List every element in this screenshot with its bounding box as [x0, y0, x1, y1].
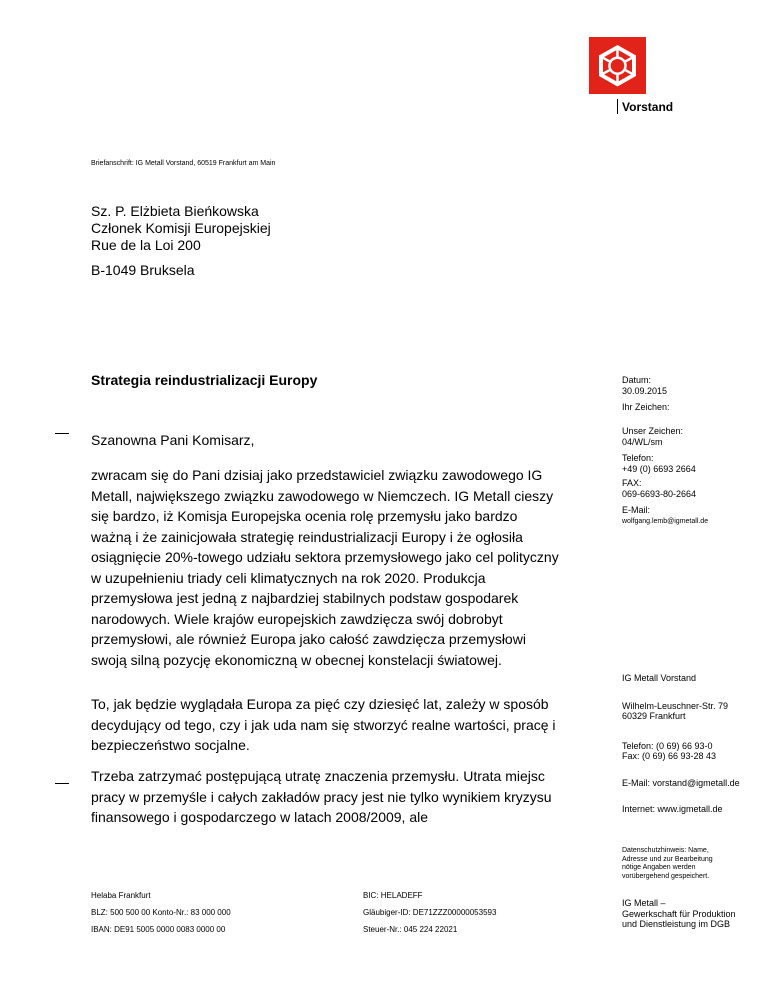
- unit-label: Vorstand: [622, 100, 674, 114]
- org-name: IG Metall Vorstand: [622, 673, 697, 683]
- phone-value: +49 (0) 6693 2664: [622, 463, 696, 474]
- date-label: Datum:: [622, 375, 652, 385]
- org-fax: Fax: (0 69) 66 93-28 43: [622, 751, 717, 761]
- our-ref-label: Unser Zeichen:: [622, 426, 684, 436]
- privacy-note-line: nötige Angaben werden: [622, 864, 696, 871]
- fax-value: 069-6693-80-2664: [622, 488, 697, 499]
- tagline-line: Gewerkschaft für Produktion: [622, 908, 736, 919]
- igmetall-logo-icon: [589, 37, 646, 94]
- phone-block: [622, 453, 752, 474]
- your-ref-label: Ihr Zeichen:: [622, 402, 670, 412]
- email-block: [622, 505, 752, 526]
- org-street: Wilhelm-Leuschner-Str. 79: [622, 701, 729, 711]
- recipient-city: B-1049 Bruksela: [91, 262, 195, 278]
- fold-mark-bottom: [55, 783, 69, 784]
- recipient-title: Członek Komisji Europejskiej: [91, 220, 271, 236]
- letter-subject: Strategia reindustrializacji Europy: [91, 372, 318, 388]
- your-ref-block: [622, 402, 752, 413]
- bank-account: BLZ: 500 500 00 Konto-Nr.: 83 000 000: [91, 908, 231, 917]
- body-paragraph-1: [91, 465, 561, 670]
- our-ref-value: 04/WL/sm: [622, 436, 663, 447]
- recipient-street: Rue de la Loi 200: [91, 237, 201, 253]
- our-ref-block: [622, 426, 752, 447]
- privacy-note: [622, 847, 752, 881]
- tax-number: Steuer-Nr.: 045 224 22021: [363, 925, 458, 934]
- paragraph-text: zwracam się do Pani dzisiaj jako przedstawiciel związku zawodowego IG Metall, największego związku zawodowego w Niemczech. IG Metall cieszy się bardzo, iż Komisja Europejska ocenia rolę przemysłu jako bardzo ważną i że zainicjowała strategię reindustrializacji Europy i że ogłosiła osiągnięcie 20%-towego udziału sektora przemysłowego jako cel polityczny w uzupełnieniu triady celi klimatycznych na rok 2020. Produkcja przemysłowa jest jedną z najbardziej stabilnych podstaw gospodarek narodowych. Wiele krajów europejskich zawdzięcza swój dobrobyt przemysłowi, ale również Europa jako całość zawdzięcza przemysłowi swoją silną pozycję ekonomiczną w obecnej konstelacji światowej.: [91, 467, 559, 668]
- privacy-note-line: Adresse und zur Bearbeitung: [622, 855, 713, 863]
- tagline-line: und Dienstleistung im DGB: [622, 919, 731, 929]
- recipient-name: Sz. P. Elżbieta Bieńkowska: [91, 203, 259, 219]
- org-tagline: [622, 898, 752, 930]
- creditor-id: Gläubiger-ID: DE71ZZZ00000053593: [363, 908, 497, 917]
- bank-bic: BIC: HELADEFF: [363, 891, 423, 900]
- privacy-note-line: vorübergehend gespeichert.: [622, 872, 710, 880]
- email-label: E-Mail:: [622, 505, 651, 515]
- bank-iban: IBAN: DE91 5005 0000 0083 0000 00: [91, 925, 226, 934]
- body-paragraph-2: [91, 694, 561, 756]
- date-block: [622, 375, 752, 396]
- phone-label: Telefon:: [622, 453, 654, 463]
- paragraph-text: Trzeba zatrzymać postępującą utratę znaczenia przemysłu. Utrata miejsc pracy w przemyśle i całych zakładów pracy jest nie tylko wynikiem kryzysu finansowego i gospodarczego w latach 2008/2009, ale: [91, 768, 552, 825]
- sender-address-line: Briefanschrift: IG Metall Vorstand, 60519 Frankfurt am Main: [91, 160, 276, 167]
- fold-mark-top: [55, 433, 69, 434]
- fax-label: FAX:: [622, 478, 642, 488]
- fax-block: [622, 478, 752, 499]
- org-internet: Internet: www.igmetall.de: [622, 804, 723, 814]
- paragraph-text: To, jak będzie wyglądała Europa za pięć czy dziesięć lat, zależy w sposób decydujący od tego, czy i jak uda nam się stworzyć realne wartości, pracę i bezpieczeństwo socjalne.: [91, 696, 556, 753]
- org-email: E-Mail: vorstand@igmetall.de: [622, 778, 740, 788]
- tagline-line: IG Metall –: [622, 898, 666, 908]
- salutation: Szanowna Pani Komisarz,: [91, 432, 255, 448]
- body-paragraph-3: [91, 766, 561, 828]
- bank-name: Helaba Frankfurt: [91, 891, 151, 900]
- org-phone: Telefon: (0 69) 66 93-0: [622, 741, 713, 751]
- org-city: 60329 Frankfurt: [622, 711, 686, 721]
- vorstand-divider: [617, 99, 618, 114]
- email-value: wolfgang.lemb@igmetall.de: [622, 517, 709, 525]
- privacy-note-line: Datenschutzhinweis: Name,: [622, 847, 709, 854]
- date-value: 30.09.2015: [622, 385, 668, 396]
